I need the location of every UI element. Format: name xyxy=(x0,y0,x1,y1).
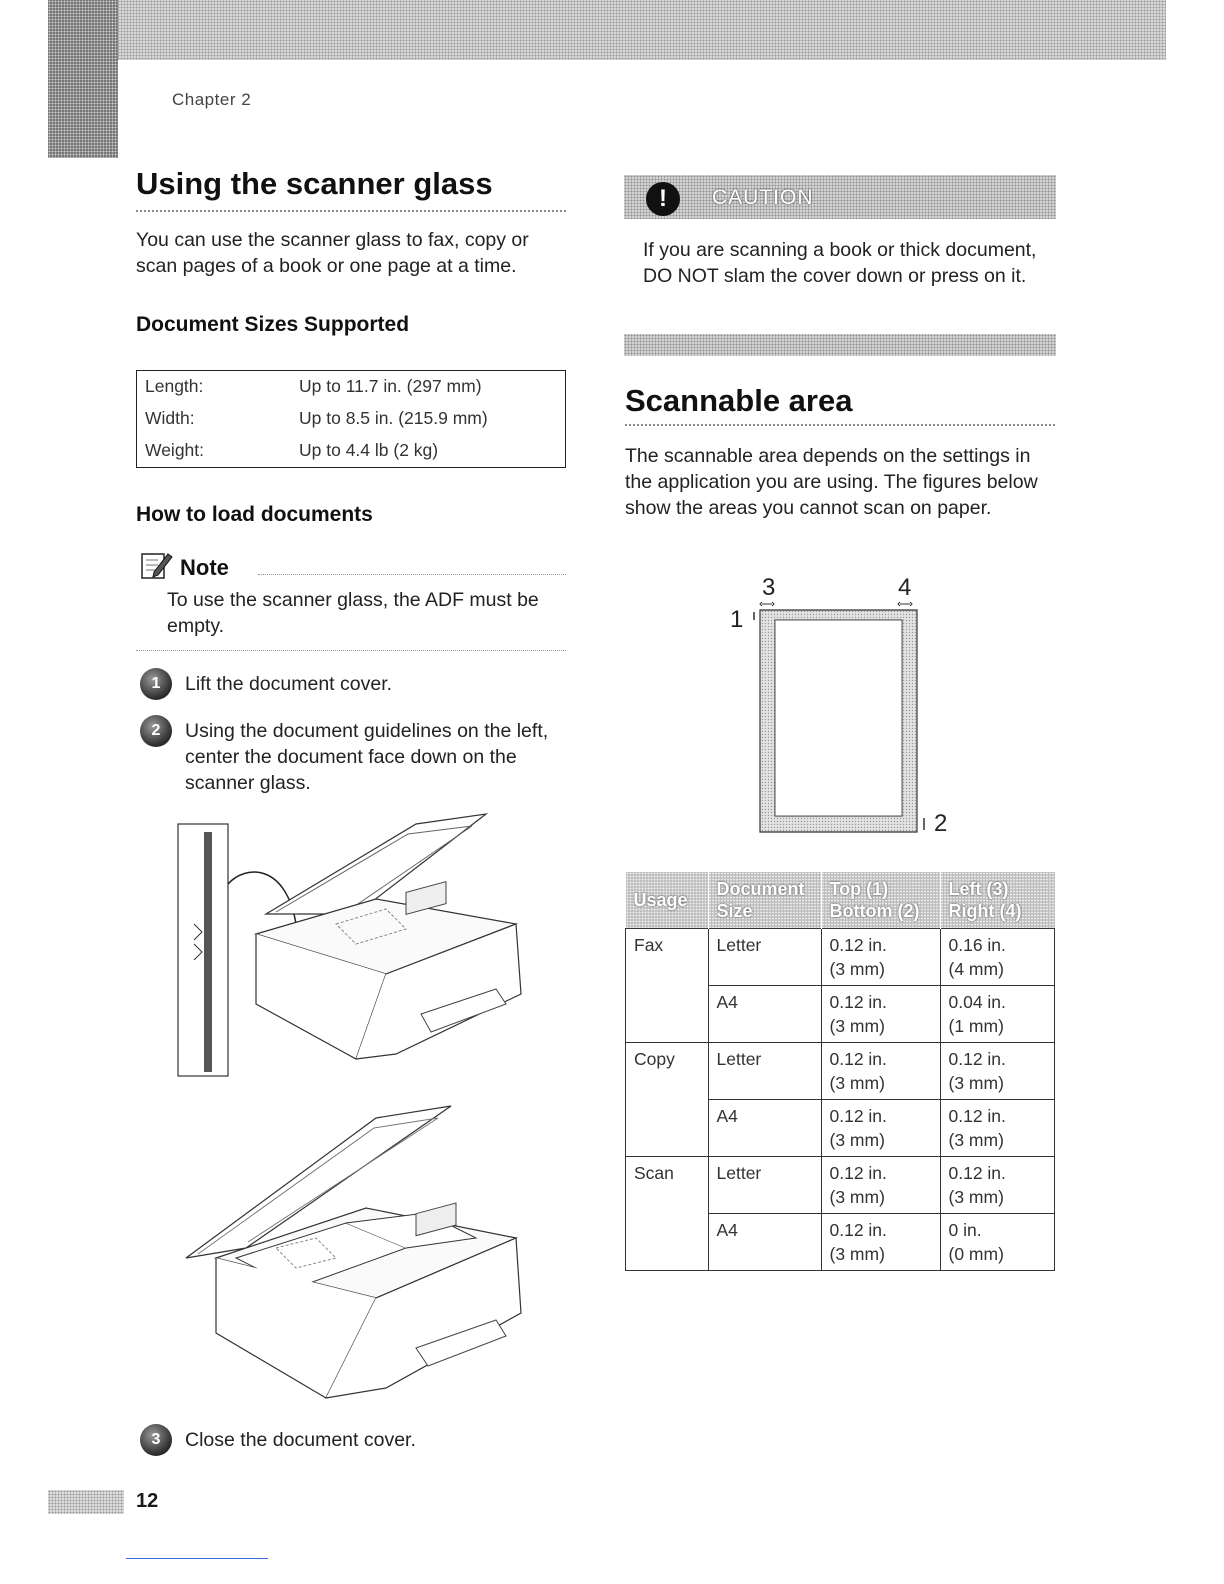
table-row xyxy=(137,435,566,468)
intro-text: You can use the scanner glass to fax, copy or scan pages of a book or one page at a time. xyxy=(136,229,529,277)
value-in: 0.12 in. xyxy=(948,1163,1006,1183)
note-divider-top xyxy=(258,574,566,575)
diagram-label-3: 3 xyxy=(762,574,776,601)
value-in: 0.12 in. xyxy=(948,1049,1006,1069)
column-header-usage: Usage xyxy=(626,872,709,929)
size-label: Width: xyxy=(145,408,195,428)
load-heading: How to load documents xyxy=(136,503,373,526)
step-1-text: Lift the document cover. xyxy=(185,673,393,695)
area-description: The scannable area depends on the settings in the application you are using. The figures below show the areas you cannot scan on paper. xyxy=(625,445,1038,519)
scanner-book-illustration xyxy=(176,1098,536,1404)
value-in: 0.12 in. xyxy=(948,1106,1006,1126)
value-mm: (3 mm) xyxy=(829,1073,885,1093)
cell-top-bottom xyxy=(821,929,940,986)
cell-left-right xyxy=(940,986,1055,1043)
size-value: Up to 11.7 in. (297 mm) xyxy=(299,376,482,396)
section-title-scannable-area: Scannable area xyxy=(625,383,853,418)
cell-top-bottom xyxy=(821,986,940,1043)
header-pattern-bar xyxy=(48,0,1166,60)
cell-size: Letter xyxy=(708,929,821,986)
page-number-pattern xyxy=(48,1490,124,1514)
value-in: 0.12 in. xyxy=(829,1049,887,1069)
caution-banner xyxy=(624,175,1056,219)
title-divider xyxy=(136,210,566,212)
note-divider-bottom xyxy=(136,650,566,651)
value-in: 0.04 in. xyxy=(948,992,1006,1012)
footer-rule xyxy=(126,1558,268,1559)
value-mm: (0 mm) xyxy=(948,1244,1004,1264)
table-header-row xyxy=(626,872,1055,929)
cell-size: Letter xyxy=(708,1157,821,1214)
value-mm: (3 mm) xyxy=(829,1187,885,1207)
scannable-area-diagram xyxy=(740,598,930,838)
scanner-guidelines-illustration xyxy=(176,804,536,1080)
note-pencil-icon xyxy=(140,550,174,585)
cell-usage: Copy xyxy=(626,1043,709,1157)
table-row xyxy=(137,371,566,404)
cell-usage: Fax xyxy=(626,929,709,1043)
value-in: 0.12 in. xyxy=(829,1163,887,1183)
cell-top-bottom xyxy=(821,1100,940,1157)
step-2-text: Using the document guidelines on the left, center the document face down on the scanner glass. xyxy=(185,720,549,794)
caution-label: CAUTION xyxy=(712,186,814,209)
scannable-area-table xyxy=(625,872,1055,1271)
value-in: 0.12 in. xyxy=(829,935,887,955)
sizes-heading: Document Sizes Supported xyxy=(136,313,410,336)
cell-left-right xyxy=(940,1043,1055,1100)
value-in: 0.12 in. xyxy=(829,1220,887,1240)
cell-left-right xyxy=(940,1214,1055,1271)
table-row xyxy=(626,929,1055,986)
area-title-divider xyxy=(625,424,1055,426)
value-mm: (3 mm) xyxy=(829,1016,885,1036)
note-text: To use the scanner glass, the ADF must be empty. xyxy=(167,589,539,637)
table-row xyxy=(626,1157,1055,1214)
cell-left-right xyxy=(940,929,1055,986)
value-mm: (4 mm) xyxy=(948,959,1004,979)
section-title-scanner-glass: Using the scanner glass xyxy=(136,166,493,201)
value-in: 0.12 in. xyxy=(829,1106,887,1126)
document-sizes-table xyxy=(136,370,566,468)
cell-left-right xyxy=(940,1157,1055,1214)
size-value: Up to 8.5 in. (215.9 mm) xyxy=(299,408,488,428)
column-header-document-size: Document Size xyxy=(708,872,821,929)
value-mm: (3 mm) xyxy=(829,1130,885,1150)
column-header-left-right: Left (3) Right (4) xyxy=(940,872,1055,929)
diagram-label-2: 2 xyxy=(934,810,948,837)
cell-top-bottom xyxy=(821,1157,940,1214)
column-header-top-bottom: Top (1) Bottom (2) xyxy=(821,872,940,929)
note-header xyxy=(140,550,229,585)
value-mm: (3 mm) xyxy=(829,1244,885,1264)
table-row xyxy=(137,403,566,435)
size-label: Weight: xyxy=(145,440,205,460)
cell-top-bottom xyxy=(821,1214,940,1271)
cell-left-right xyxy=(940,1100,1055,1157)
step-2-icon: 2 xyxy=(140,715,172,747)
value-in: 0.12 in. xyxy=(829,992,887,1012)
cell-size: A4 xyxy=(708,986,821,1043)
step-3-icon: 3 xyxy=(140,1424,172,1456)
size-value: Up to 4.4 lb (2 kg) xyxy=(299,440,439,460)
caution-banner-bottom xyxy=(624,334,1056,356)
cell-size: A4 xyxy=(708,1214,821,1271)
table-row xyxy=(626,1043,1055,1100)
cell-size: Letter xyxy=(708,1043,821,1100)
caution-exclamation-icon: ! xyxy=(646,182,680,216)
cell-usage: Scan xyxy=(626,1157,709,1271)
value-mm: (3 mm) xyxy=(829,959,885,979)
chapter-tab-block xyxy=(48,0,118,158)
cell-top-bottom xyxy=(821,1043,940,1100)
value-mm: (3 mm) xyxy=(948,1187,1004,1207)
step-1-icon: 1 xyxy=(140,668,172,700)
page-number: 12 xyxy=(136,1490,159,1512)
step-3-text: Close the document cover. xyxy=(185,1429,416,1451)
caution-text: If you are scanning a book or thick document, DO NOT slam the cover down or press on it. xyxy=(643,239,1037,287)
note-title: Note xyxy=(180,554,229,580)
chapter-label: Chapter 2 xyxy=(172,90,252,109)
cell-size: A4 xyxy=(708,1100,821,1157)
value-in: 0.16 in. xyxy=(948,935,1006,955)
diagram-label-4: 4 xyxy=(898,574,912,601)
value-mm: (3 mm) xyxy=(948,1130,1004,1150)
size-label: Length: xyxy=(145,376,204,396)
value-mm: (1 mm) xyxy=(948,1016,1004,1036)
value-mm: (3 mm) xyxy=(948,1073,1004,1093)
value-in: 0 in. xyxy=(948,1220,982,1240)
diagram-label-1: 1 xyxy=(730,606,744,633)
